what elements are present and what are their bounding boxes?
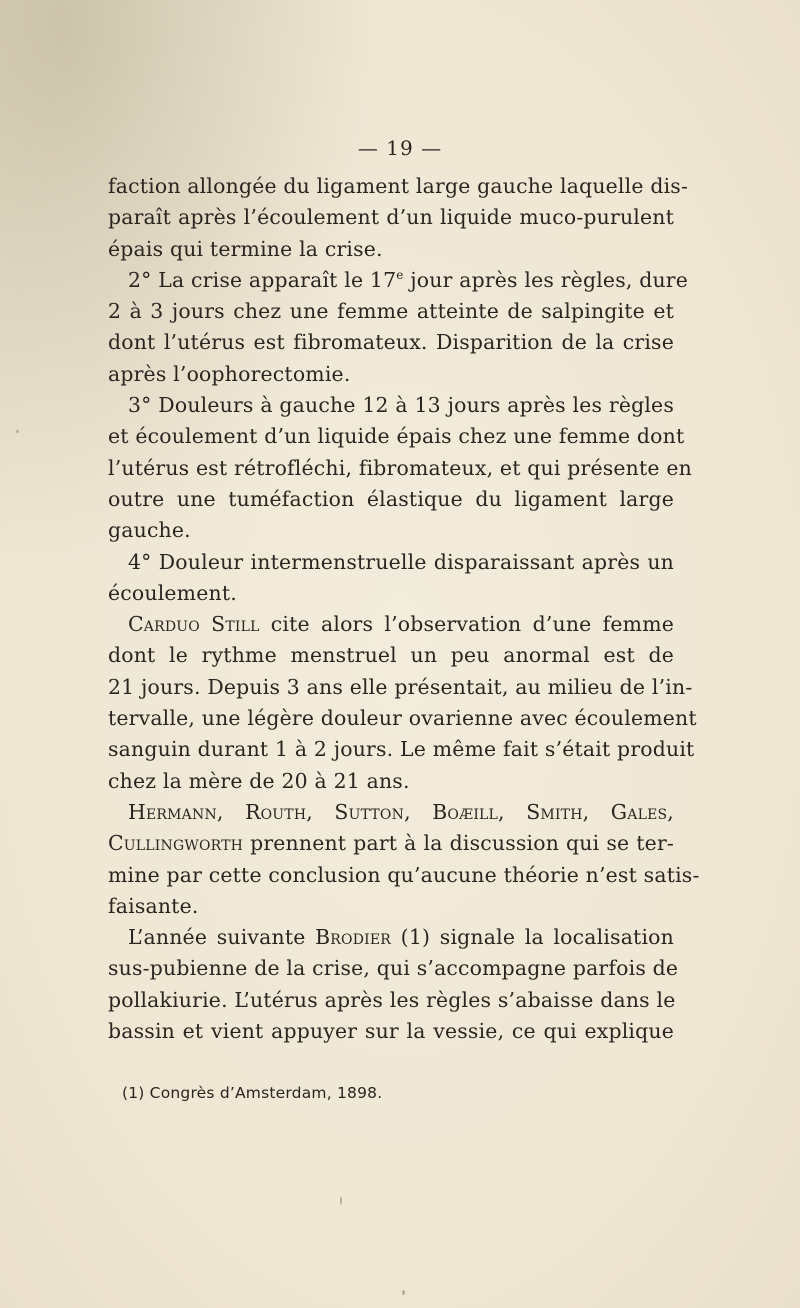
footnote: (1) Congrès d’Amsterdam, 1898. <box>122 1084 383 1102</box>
text-line: gauche. <box>108 518 191 543</box>
text-line: et écoulement d’un liquide épais chez une femme dont <box>108 424 685 449</box>
author-name: Brodier <box>315 925 392 950</box>
text-line: 3° Douleurs à gauche 12 à 13 jours après les règles <box>128 393 674 418</box>
text-line: épais qui termine la crise. <box>108 236 383 261</box>
text-line: Carduo Still cite alors l’observation d’une femme <box>128 612 674 637</box>
text-line: écoulement. <box>108 580 237 605</box>
text-line: outre une tuméfaction élastique du ligament large <box>108 486 674 511</box>
text-line: Hermann, Routh, Sutton, Boæill, Smith, Gales, <box>128 799 674 824</box>
text-line: sanguin durant 1 à 2 jours. Le même fait s’était produit <box>108 737 695 762</box>
author-name: Cullingworth <box>108 831 244 856</box>
paper-speck <box>16 430 19 433</box>
text-line: faction allongée du ligament large gauche laquelle dis- <box>108 174 689 198</box>
text-line: mine par cette conclusion qu’aucune théorie n’est satis- <box>108 862 700 887</box>
text-line: l’utérus est rétrofléchi, fibromateux, et qui présente en <box>108 455 692 480</box>
text-line: L’année suivante Brodier (1) signale la localisation <box>128 925 674 950</box>
author-name: Carduo Still <box>128 612 260 637</box>
text-line: paraît après l’écoulement d’un liquide muco-purulent <box>108 205 674 230</box>
text-line: pollakiurie. L’utérus après les règles s’abaisse dans le <box>108 987 676 1012</box>
text-line: 2 à 3 jours chez une femme atteinte de salpingite et <box>108 299 674 324</box>
paper-speck <box>340 1196 342 1205</box>
paper-speck <box>402 1290 405 1295</box>
text-line: 21 jours. Depuis 3 ans elle présentait, au milieu de l’in- <box>108 674 693 699</box>
text-line: faisante. <box>108 893 199 918</box>
text-line: tervalle, une légère douleur ovarienne avec écoulement <box>108 706 697 731</box>
text-line: 2° La crise apparaît le 17e jour après les règles, dure <box>128 267 689 292</box>
text-line: sus-pubienne de la crise, qui s’accompagne parfois de <box>108 956 679 981</box>
text-line: dont l’utérus est fibromateux. Disparition de la crise <box>108 330 674 355</box>
body-text <box>108 171 700 1047</box>
text-line: dont le rythme menstruel un peu anormal est de <box>108 643 674 668</box>
text-line: 4° Douleur intermenstruelle disparaissant après un <box>128 549 674 574</box>
text-line: après l’oophorectomie. <box>108 361 351 386</box>
page-number: — 19 — <box>357 136 443 160</box>
text-line: Cullingworth prennent part à la discussion qui se ter- <box>108 831 674 856</box>
text-line: chez la mère de 20 à 21 ans. <box>108 768 410 793</box>
text-line: bassin et vient appuyer sur la vessie, ce qui explique <box>108 1019 674 1044</box>
